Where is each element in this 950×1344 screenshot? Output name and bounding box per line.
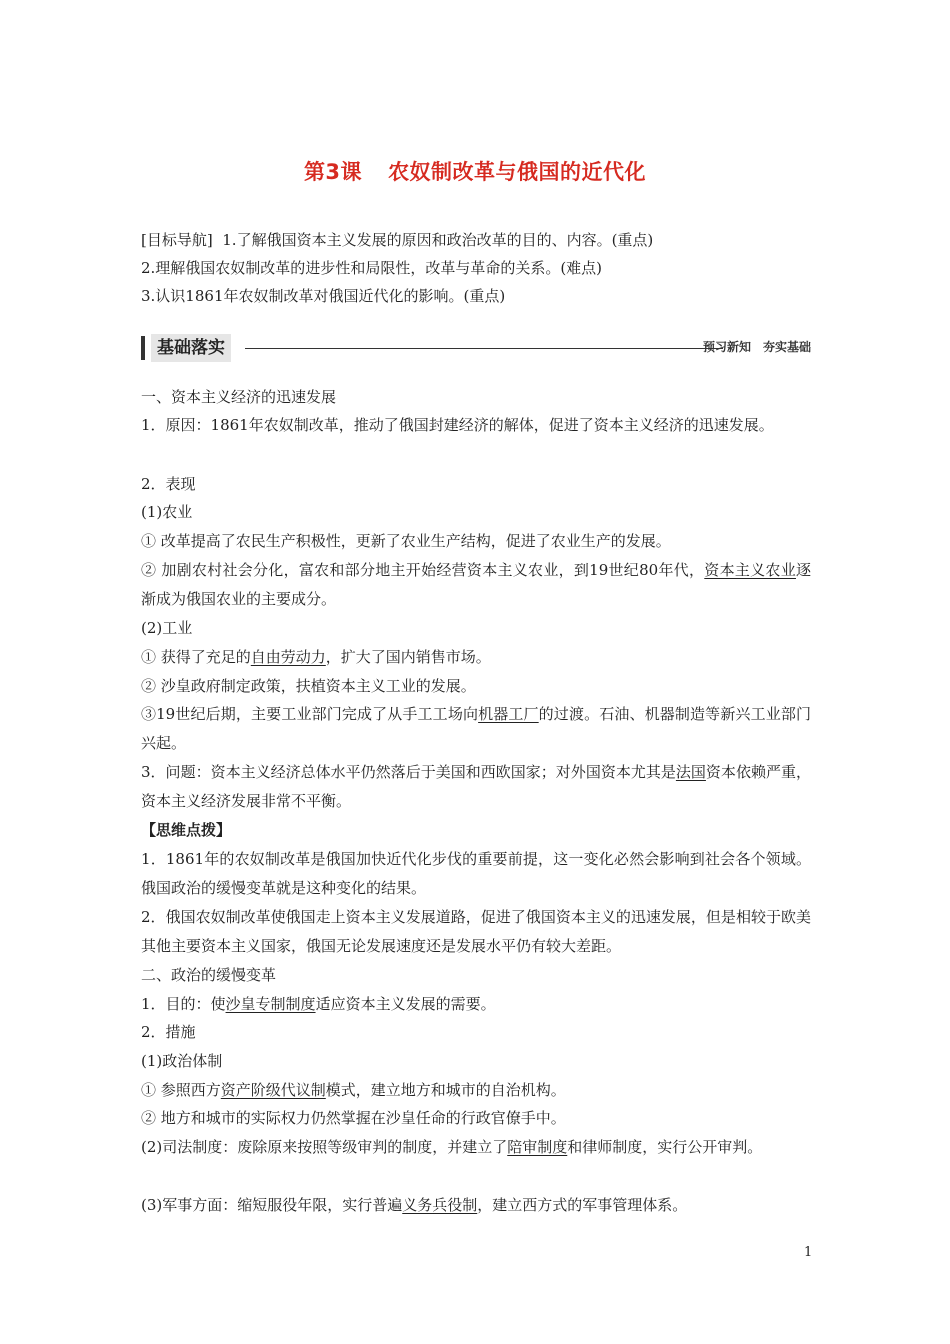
banner-bar: [141, 336, 145, 360]
political-item-1: ① 参照西方资产阶级代议制模式，建立地方和城市的自治机构。: [141, 1081, 566, 1099]
section-banner: [141, 334, 811, 362]
underlined-term: 法国: [675, 763, 706, 781]
performance-heading: 2．表现: [141, 475, 196, 493]
military-paragraph: (3)军事方面：缩短服役年限，实行普遍义务兵役制，建立西方式的军事管理体系。: [141, 1196, 688, 1214]
banner-rule: [245, 348, 723, 349]
page-title: [0, 156, 950, 186]
thinking-point-1: 1．1861年的农奴制改革是俄国加快近代化步伐的重要前提，这一变化必然会影响到社会各个领域。俄国政治的缓慢变革就是这种变化的结果。: [141, 850, 811, 897]
goal-line-1: [目标导航] 1.了解俄国资本主义发展的原因和政治改革的目的、内容。(重点): [141, 231, 654, 249]
banner-subtitle: 预习新知 夯实基础: [702, 340, 811, 354]
industry-item-2: ② 沙皇政府制定政策，扶植资本主义工业的发展。: [141, 677, 476, 695]
industry-item-1: ① 获得了充足的自由劳动力，扩大了国内销售市场。: [141, 648, 491, 666]
thinking-label: 【思维点拨】: [141, 821, 232, 839]
section2-heading: 二、政治的缓慢变革: [141, 966, 277, 984]
lesson-name: 农奴制改革与俄国的近代化: [388, 160, 647, 184]
section1-heading: 一、资本主义经济的迅速发展: [141, 388, 337, 406]
page-number: 1: [804, 1245, 813, 1260]
measures-heading: 2．措施: [141, 1023, 196, 1041]
reason-paragraph: 1．原因：1861年农奴制改革，推动了俄国封建经济的解体，促进了资本主义经济的迅速发展。: [141, 416, 774, 434]
underlined-term: 自由劳动力: [250, 648, 326, 666]
goal-line-2: 2.理解俄国农奴制改革的进步性和局限性，改革与革命的关系。(难点): [141, 259, 603, 277]
goal-line-3: 3.认识1861年农奴制改革对俄国近代化的影响。(重点): [141, 287, 506, 305]
banner-label: 基础落实: [151, 334, 231, 362]
industry-item-3: ③19世纪后期，主要工业部门完成了从手工工场向机器工厂的过渡。石油、机器制造等新兴工业部门兴起。: [141, 705, 811, 752]
political-item-2: ② 地方和城市的实际权力仍然掌握在沙皇任命的行政官僚手中。: [141, 1109, 566, 1127]
problem-paragraph: 3．问题：资本主义经济总体水平仍然落后于美国和西欧国家；对外国资本尤其是法国资本依赖严重，资本主义经济发展非常不平衡。: [141, 763, 811, 810]
aim-paragraph: 1．目的：使沙皇专制制度适应资本主义发展的需要。: [141, 995, 496, 1013]
political-heading: (1)政治体制: [141, 1052, 223, 1070]
underlined-term: 陪审制度: [507, 1138, 568, 1156]
underlined-term: 沙皇专制制度: [225, 995, 316, 1013]
thinking-point-2: 2．俄国农奴制改革使俄国走上资本主义发展道路，促进了俄国资本主义的迅速发展，但是相较于欧美其他主要资本主义国家，俄国无论发展速度还是发展水平仍有较大差距。: [141, 908, 811, 955]
judicial-paragraph: (2)司法制度：废除原来按照等级审判的制度，并建立了陪审制度和律师制度，实行公开审判。: [141, 1138, 763, 1156]
industry-heading: (2)工业: [141, 619, 193, 637]
underlined-term: 机器工厂: [478, 705, 539, 723]
underlined-term: 资产阶级代议制: [220, 1081, 326, 1099]
lesson-number: 第3课: [303, 160, 363, 184]
agriculture-heading: (1)农业: [141, 503, 193, 521]
underlined-term: 资本主义农业: [704, 561, 796, 579]
underlined-term: 义务兵役制: [402, 1196, 478, 1214]
agriculture-item-1: ① 改革提高了农民生产积极性，更新了农业生产结构，促进了农业生产的发展。: [141, 532, 671, 550]
goals-label: [目标导航]: [141, 231, 213, 249]
agriculture-item-2: ② 加剧农村社会分化，富农和部分地主开始经营资本主义农业，到19世纪80年代，资本主义农业逐渐成为俄国农业的主要成分。: [141, 561, 811, 608]
